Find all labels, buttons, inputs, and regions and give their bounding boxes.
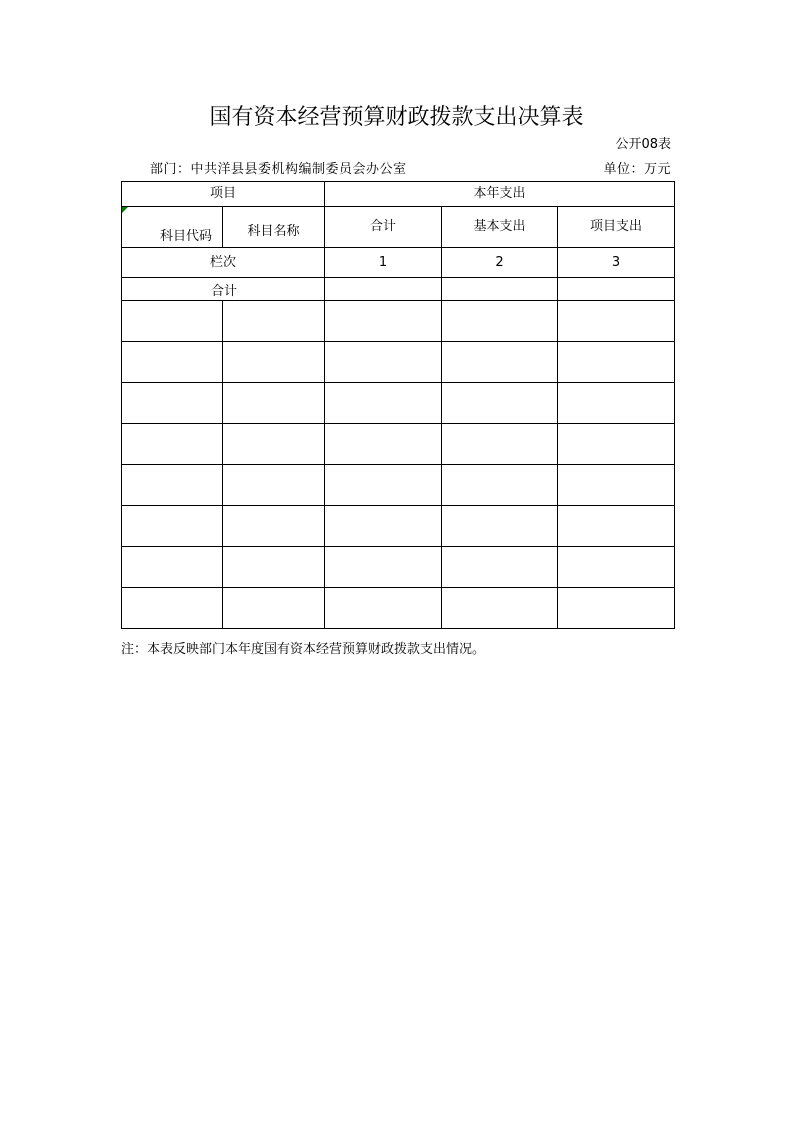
- column-index-row: [122, 248, 675, 278]
- col-subject-name-cell: [223, 207, 325, 248]
- table-cell: [223, 383, 325, 424]
- col-basic-expense: 基本支出: [442, 207, 558, 248]
- table-row: [122, 506, 675, 547]
- table-cell: [122, 547, 223, 588]
- table-cell: [223, 547, 325, 588]
- table-cell: [442, 465, 558, 506]
- table-cell: [223, 588, 325, 629]
- table-cell: [325, 301, 442, 342]
- col-subject-name: 科目名称: [247, 224, 300, 239]
- header-current-year-expense: 本年支出: [325, 182, 675, 207]
- table-cell: [442, 506, 558, 547]
- total-row-label: 合计: [211, 284, 238, 299]
- table-cell: [122, 588, 223, 629]
- table-row: [122, 424, 675, 465]
- table-cell: [558, 301, 675, 342]
- table-cell: [223, 301, 325, 342]
- table-cell: [223, 465, 325, 506]
- table-cell: [442, 342, 558, 383]
- header-row-1: [122, 182, 675, 207]
- table-row: [122, 547, 675, 588]
- table-cell: [325, 465, 442, 506]
- table-cell: [325, 506, 442, 547]
- table-cell: [122, 301, 223, 342]
- total-row: [122, 278, 675, 301]
- table-cell: [442, 547, 558, 588]
- table-cell: [122, 424, 223, 465]
- table-cell: [122, 383, 223, 424]
- header-row-2: [122, 207, 675, 248]
- form-code: 公开08表: [615, 137, 671, 152]
- table-row: [122, 588, 675, 629]
- table-cell: [558, 424, 675, 465]
- table-cell: [122, 506, 223, 547]
- col-subject-code-cell: [122, 207, 223, 248]
- table-cell: [558, 547, 675, 588]
- table-cell: [325, 383, 442, 424]
- table-cell: [122, 465, 223, 506]
- cell-comment-marker: [122, 207, 128, 213]
- footnote: 注：本表反映部门本年度国有资本经营预算财政拨款支出情况。: [121, 642, 486, 657]
- department-label: 部门：中共洋县县委机构编制委员会办公室: [150, 162, 407, 177]
- total-row-label-cell: [122, 278, 325, 301]
- table-cell: [223, 506, 325, 547]
- total-project-cell: [558, 278, 675, 301]
- table-cell: [325, 547, 442, 588]
- table-cell: [122, 342, 223, 383]
- table-cell: [442, 301, 558, 342]
- table-cell: [442, 588, 558, 629]
- table-cell: [558, 342, 675, 383]
- column-index-label: 栏次: [122, 248, 325, 278]
- column-index-2: 2: [442, 248, 558, 278]
- col-subject-code: 科目代码: [160, 229, 213, 244]
- table-cell: [558, 506, 675, 547]
- table-row: [122, 465, 675, 506]
- total-value-cell: [325, 278, 442, 301]
- table-row: [122, 342, 675, 383]
- table-cell: [442, 383, 558, 424]
- table-cell: [325, 588, 442, 629]
- col-total: 合计: [325, 207, 442, 248]
- column-index-3: 3: [558, 248, 675, 278]
- column-index-1: 1: [325, 248, 442, 278]
- expense-table: [121, 181, 675, 629]
- document-title: 国有资本经营预算财政拨款支出决算表: [209, 105, 584, 130]
- table-cell: [325, 424, 442, 465]
- col-project-expense: 项目支出: [558, 207, 675, 248]
- header-item: 项目: [122, 182, 325, 207]
- table-cell: [223, 424, 325, 465]
- table-cell: [558, 588, 675, 629]
- table-cell: [558, 383, 675, 424]
- table-cell: [325, 342, 442, 383]
- table-row: [122, 301, 675, 342]
- table-row: [122, 383, 675, 424]
- table-cell: [558, 465, 675, 506]
- table-cell: [223, 342, 325, 383]
- total-basic-cell: [442, 278, 558, 301]
- unit-label: 单位：万元: [603, 162, 671, 177]
- table-cell: [442, 424, 558, 465]
